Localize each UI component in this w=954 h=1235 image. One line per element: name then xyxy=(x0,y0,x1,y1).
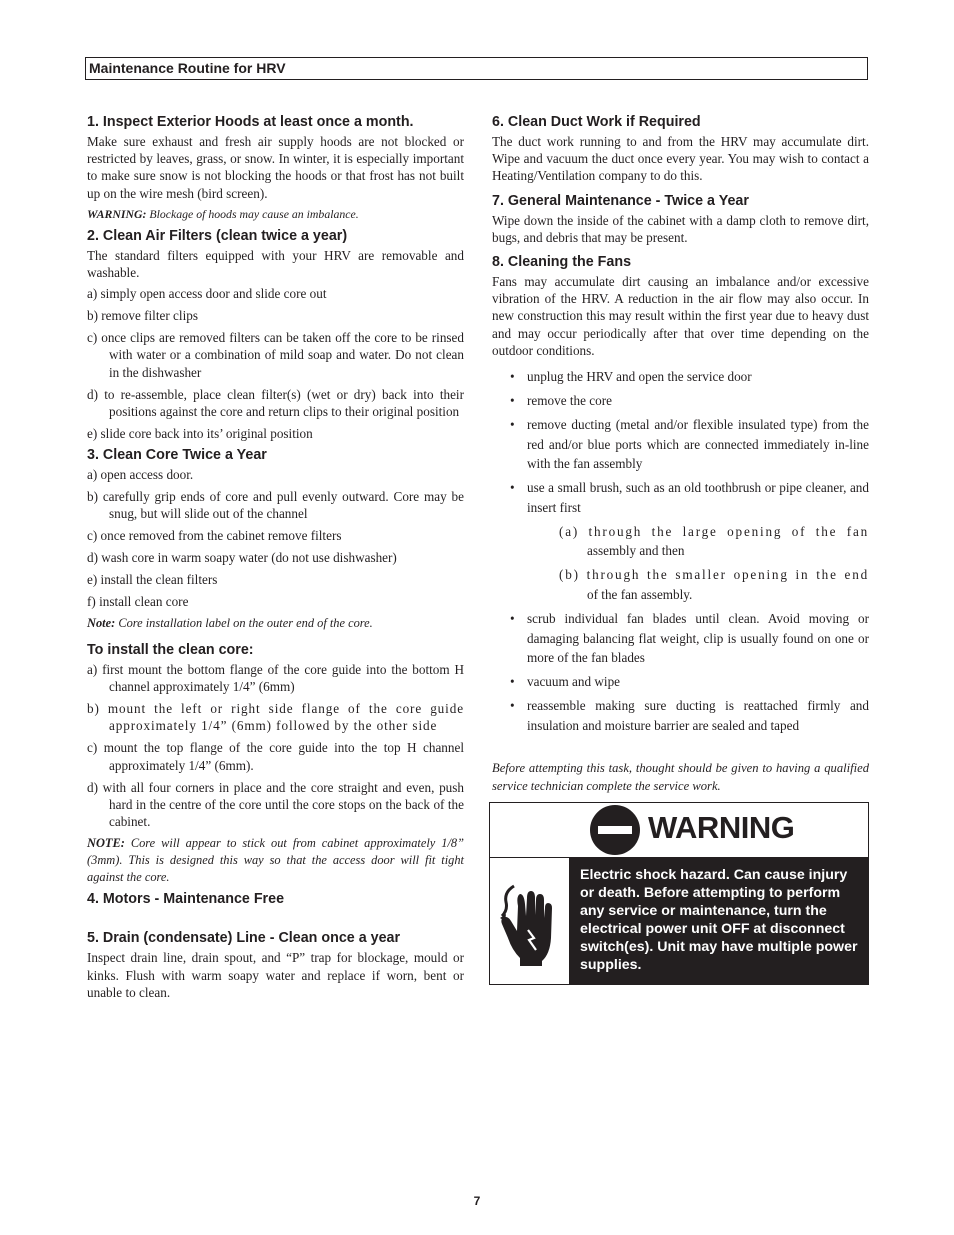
fan-steps-list xyxy=(492,367,869,735)
list-item: b) carefully grip ends of core and pull evenly outward. Core may be snug, but will slide out of the channel xyxy=(87,489,464,522)
list-item: d) with all four corners in place and the core straight and even, push hard in the centre of the core until the core stops on the back of the cabinet. xyxy=(87,779,464,830)
section-clean-filters xyxy=(87,228,464,442)
section-cleaning-fans xyxy=(492,254,869,735)
left-column xyxy=(87,114,464,1006)
core-steps-list xyxy=(87,466,464,610)
core-note: Note: Core installation label on the outer end of the core. xyxy=(87,616,373,631)
filter-steps-list xyxy=(87,285,464,442)
warning-title: WARNING xyxy=(648,810,795,845)
list-item: e) slide core back into its’ original position xyxy=(87,425,313,441)
list-item: e) install the clean filters xyxy=(87,572,218,588)
list-item: a) simply open access door and slide core out xyxy=(87,286,327,302)
section-body: Inspect drain line, drain spout, and “P” trap for blockage, mould or kinks. Flush with warm soapy water and replace if worn, bent or unable to clean. xyxy=(87,950,464,1000)
section-body: Make sure exhaust and fresh air supply hoods are not blocked or restricted by leaves, grass, or snow. In winter, it is especially important to make sure snow is not blocking the hoods or that frost has not built up on the wire mesh (bird screen). xyxy=(87,134,464,201)
list-item: d) to re-assemble, place clean filter(s) (wet or dry) back into their positions against the core and return clips to their original position xyxy=(87,386,464,419)
list-item: • unplug the HRV and open the service door xyxy=(492,367,869,387)
section-heading: 2. Clean Air Filters (clean twice a year) xyxy=(87,227,348,244)
section-duct-work xyxy=(492,114,869,185)
list-item: • reassemble making sure ducting is reattached firmly and insulation and moisture barrier are sealed and taped xyxy=(492,696,869,735)
section-body: Wipe down the inside of the cabinet with a damp cloth to remove dirt, bugs, and debris that may be present. xyxy=(492,212,869,245)
electric-shock-hand-icon xyxy=(490,858,570,984)
install-steps-list xyxy=(87,661,464,830)
section-heading: 6. Clean Duct Work if Required xyxy=(492,114,701,130)
list-item: a) open access door. xyxy=(87,467,194,483)
section-header-title: Maintenance Routine for HRV xyxy=(89,60,286,76)
section-drain-line xyxy=(87,930,464,1001)
section-heading: 4. Motors - Maintenance Free xyxy=(87,891,285,908)
list-item: b) remove filter clips xyxy=(87,308,198,324)
list-item: • remove the core xyxy=(492,391,869,411)
sub-list-item: (b) through the smaller opening in the end of the fan assembly. xyxy=(559,567,869,602)
list-item: b) mount the left or right side flange of the core guide approximately 1/4” (6mm) followed by the other side xyxy=(87,701,464,734)
list-item: d) wash core in warm soapy water (do not use dishwasher) xyxy=(87,550,397,566)
list-item: c) mount the top flange of the core guide into the top H channel approximately 1/4” (6mm). xyxy=(87,740,464,773)
section-heading: 3. Clean Core Twice a Year xyxy=(87,447,267,464)
warning-message: Electric shock hazard. Can cause injury or death. Before attempting to perform any service or maintenance, turn the electrical power unit OFF at disconnect switch(es). Unit may have multiple power supplies. xyxy=(570,858,868,984)
list-item: a) first mount the bottom flange of the core guide into the bottom H channel approximately 1/4” (6mm) xyxy=(87,662,464,695)
section-heading: 7. General Maintenance - Twice a Year xyxy=(492,192,749,209)
section-install-core xyxy=(87,642,464,885)
section-heading: 8. Cleaning the Fans xyxy=(492,254,632,271)
list-item: • vacuum and wipe xyxy=(492,672,869,692)
warning-box xyxy=(489,802,869,985)
section-body: Fans may accumulate dirt causing an imbalance and/or excessive vibration of the HRV. A reduction in the air flow may also occur. In new construction this may result within the first year due to heavy dust and may occur periodically after that over time depending on the outdoor conditions. xyxy=(492,274,869,358)
section-heading: 1. Inspect Exterior Hoods at least once a month. xyxy=(87,114,414,130)
page-number: 7 xyxy=(473,1194,481,1208)
list-item: c) once clips are removed filters can be taken off the core to be rinsed with water or a combination of mild soap and water. Do not clean in the dishwasher xyxy=(87,330,464,380)
section-heading: 5. Drain (condensate) Line - Clean once a year xyxy=(87,930,401,947)
section-inspect-hoods xyxy=(87,114,464,222)
warning-icon-cell xyxy=(490,858,570,984)
no-entry-icon xyxy=(590,805,640,855)
install-note: NOTE: Core will appear to stick out from cabinet approximately 1/8” (3mm). This is designed this way so that the access door will fit tight against the core. xyxy=(87,836,464,884)
warning-header xyxy=(490,803,868,857)
technician-caution: Before attempting this task, thought should be given to having a qualified service technician complete the service work. xyxy=(492,761,869,794)
hood-warning-note: WARNING: Blockage of hoods may cause an imbalance. xyxy=(87,206,359,221)
list-item: • remove ducting (metal and/or flexible insulated type) from the red and/or blue ports which are connected immediately in-line with the fan assembly xyxy=(492,415,869,474)
list-item: • scrub individual fan blades until clean. Avoid moving or damaging balancing flat weight, clip is usually found on one or more of the fan blades xyxy=(492,609,869,668)
section-header xyxy=(85,57,868,80)
list-item: f) install clean core xyxy=(87,594,189,610)
section-clean-core xyxy=(87,447,464,632)
right-column xyxy=(492,114,869,801)
section-body: The standard filters equipped with your HRV are removable and washable. xyxy=(87,247,464,281)
section-motors xyxy=(87,891,464,908)
section-body: The duct work running to and from the HRV may accumulate dirt. Wipe and vacuum the duct once every year. You may wish to contact a Heating/Ventilation company to do this. xyxy=(492,134,869,184)
list-item: • use a small brush, such as an old toothbrush or pipe cleaner, and insert first xyxy=(492,478,869,517)
sub-list-item: (a) through the large opening of the fan assembly and then xyxy=(559,523,869,559)
list-item: c) once removed from the cabinet remove filters xyxy=(87,528,342,544)
section-general-maintenance xyxy=(492,193,869,246)
section-heading: To install the clean core: xyxy=(87,642,254,659)
